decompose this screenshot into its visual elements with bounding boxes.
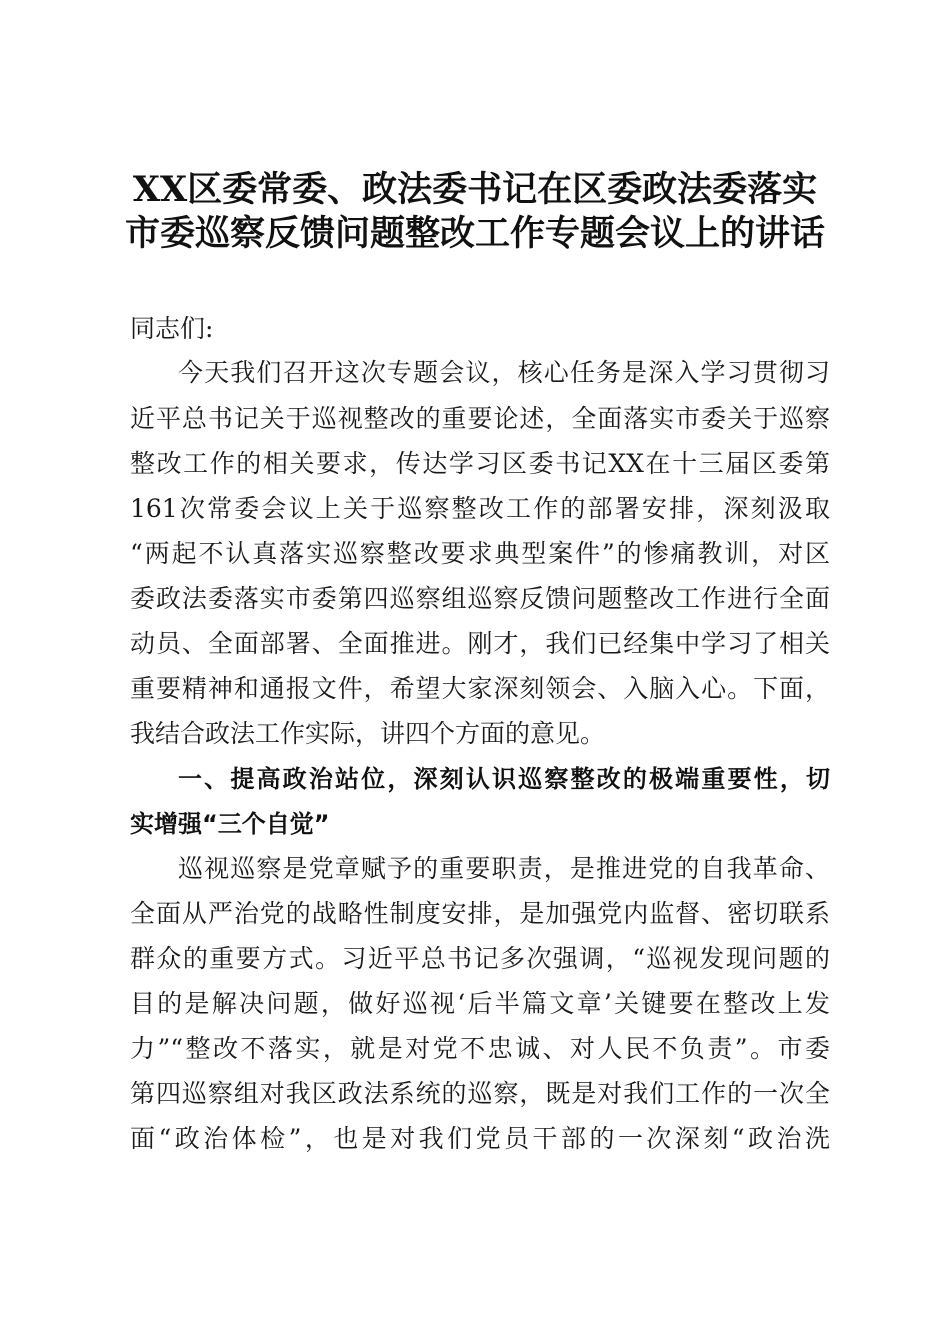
paragraph-1-line: “两起不认真落实巡察整改要求典型案件”的惨痛教训，对区 xyxy=(130,539,830,568)
paragraph-2-line: 第四巡察组对我区政法系统的巡察，既是对我们工作的一次全 xyxy=(130,1079,830,1108)
paragraph-1-line: 161次常委会议上关于巡察整改工作的部署安排，深刻汲取 xyxy=(130,494,830,523)
paragraph-2-line: 全面从严治党的战略性制度安排，是加强党内监督、密切联系 xyxy=(130,899,830,928)
salutation: 同志们: xyxy=(130,314,214,343)
document-title-line-2: 市委巡察反馈问题整改工作专题会议上的讲话 xyxy=(124,213,825,254)
paragraph-2-line: 巡视巡察是党章赋予的重要职责，是推进党的自我革命、 xyxy=(178,854,830,883)
paragraph-1-line: 我结合政法工作实际，讲四个方面的意见。 xyxy=(130,719,606,748)
section-heading: 实增强“三个自觉” xyxy=(130,810,330,838)
paragraph-1-line: 今天我们召开这次专题会议，核心任务是深入学习贯彻习 xyxy=(178,358,830,387)
document-title-line-1: XX区委常委、政法委书记在区委政法委落实 xyxy=(132,169,818,210)
paragraph-1-line: 委政法委落实市委第四巡察组巡察反馈问题整改工作进行全面 xyxy=(130,584,830,613)
section-heading: 一、提高政治站位，深刻认识巡察整改的极端重要性，切 xyxy=(178,765,830,793)
paragraph-1-line: 整改工作的相关要求，传达学习区委书记XX在十三届区委第 xyxy=(130,449,830,478)
paragraph-1-line: 重要精神和通报文件，希望大家深刻领会、入脑入心。下面， xyxy=(130,674,830,703)
paragraph-1-line: 近平总书记关于巡视整改的重要论述，全面落实市委关于巡察 xyxy=(130,404,830,433)
paragraph-1-line: 动员、全面部署、全面推进。刚才，我们已经集中学习了相关 xyxy=(130,629,830,658)
paragraph-2-line: 目的是解决问题，做好巡视‘后半篇文章’关键要在整改上发 xyxy=(130,989,830,1018)
paragraph-2-line: 力”“整改不落实，就是对党不忠诚、对人民不负责”。市委 xyxy=(130,1034,830,1063)
paragraph-2-line: 面“政治体检”，也是对我们党员干部的一次深刻“政治洗 xyxy=(130,1124,830,1153)
paragraph-2-line: 群众的重要方式。习近平总书记多次强调，“巡视发现问题的 xyxy=(130,944,830,973)
